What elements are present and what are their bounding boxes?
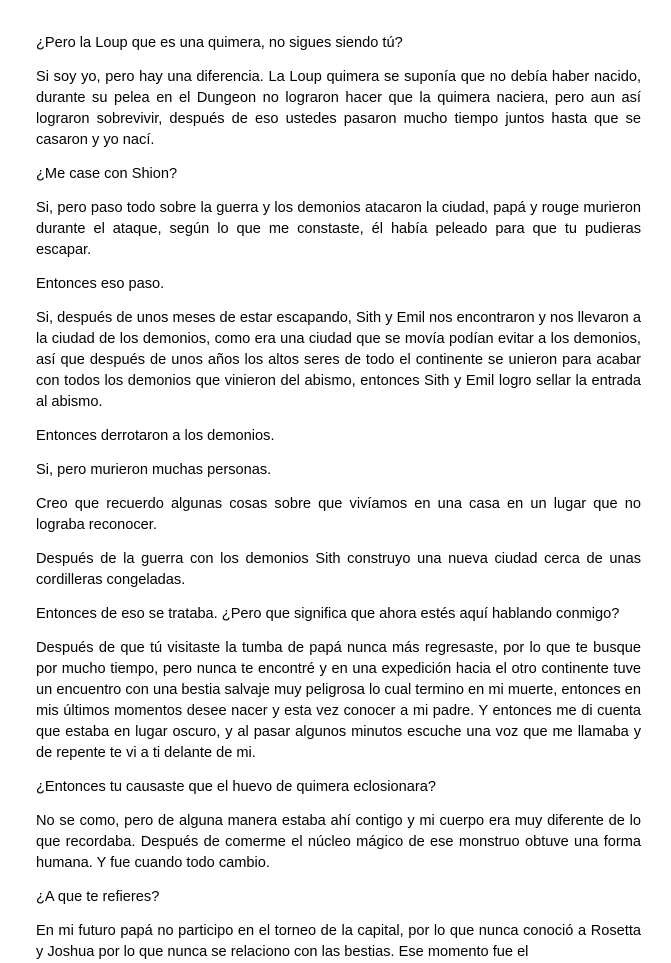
paragraph: ¿A que te refieres? <box>36 889 160 905</box>
paragraph: Si, pero murieron muchas personas. <box>36 462 272 478</box>
paragraph: ¿Me case con Shion? <box>36 166 178 182</box>
paragraph: ¿Entonces tu causaste que el huevo de quimera eclosionara? <box>36 779 436 795</box>
paragraph: Entonces de eso se trataba. ¿Pero que significa que ahora estés aquí hablando conmigo? <box>36 606 620 622</box>
paragraph: Entonces eso paso. <box>36 276 165 292</box>
paragraph: Después de que tú visitaste la tumba de papá nunca más regresaste, por lo que te busque por mucho tiempo, pero nunca te encontré y en una expedición hacia el otro continente tuve un encuentro con una bestia salvaje muy peligrosa lo cual termino en mi muerte, entonces en mis últimos momentos desee nacer y esta vez conocer a mi padre. Y entonces me di cuenta que estaba en lugar oscuro, y al pasar algunos minutos escuche una voz que me llamaba y de repente te vi a ti delante de mi. <box>36 640 641 761</box>
paragraph: Entonces derrotaron a los demonios. <box>36 428 275 444</box>
paragraph: Creo que recuerdo algunas cosas sobre que vivíamos en una casa en un lugar que no lograba reconocer. <box>36 496 641 533</box>
paragraph: Si, pero paso todo sobre la guerra y los demonios atacaron la ciudad, papá y rouge murieron durante el ataque, según lo que me constaste, él había peleado para que tu pudieras escapar. <box>36 200 641 258</box>
paragraph: No se como, pero de alguna manera estaba ahí contigo y mi cuerpo era muy diferente de lo que recordaba. Después de comerme el núcleo mágico de ese monstruo obtuve una forma humana. Y fue cuando todo cambio. <box>36 813 641 871</box>
paragraph: ¿Pero la Loup que es una quimera, no sigues siendo tú? <box>36 35 403 51</box>
paragraph: Después de la guerra con los demonios Sith construyo una nueva ciudad cerca de unas cordilleras congeladas. <box>36 551 641 588</box>
paragraph: Si, después de unos meses de estar escapando, Sith y Emil nos encontraron y nos llevaron a la ciudad de los demonios, como era una ciudad que se movía podían evitar a los demonios, así que después de unos años los altos seres de todo el continente se unieron para acabar con todos los demonios que vinieron del abismo, entonces Sith y Emil logro sellar la entrada al abismo. <box>36 310 641 410</box>
paragraph: Si soy yo, pero hay una diferencia. La Loup quimera se suponía que no debía haber nacido, durante su pelea en el Dungeon no lograron hacer que la quimera naciera, pero aun así lograron sobrevivir, después de eso ustedes pasaron mucho tiempo juntos hasta que se casaron y yo nací. <box>36 69 641 148</box>
paragraph: En mi futuro papá no participo en el torneo de la capital, por lo que nunca conoció a Rosetta y Joshua por lo que nunca se relaciono con las bestias. Ese momento fue el <box>36 923 641 960</box>
